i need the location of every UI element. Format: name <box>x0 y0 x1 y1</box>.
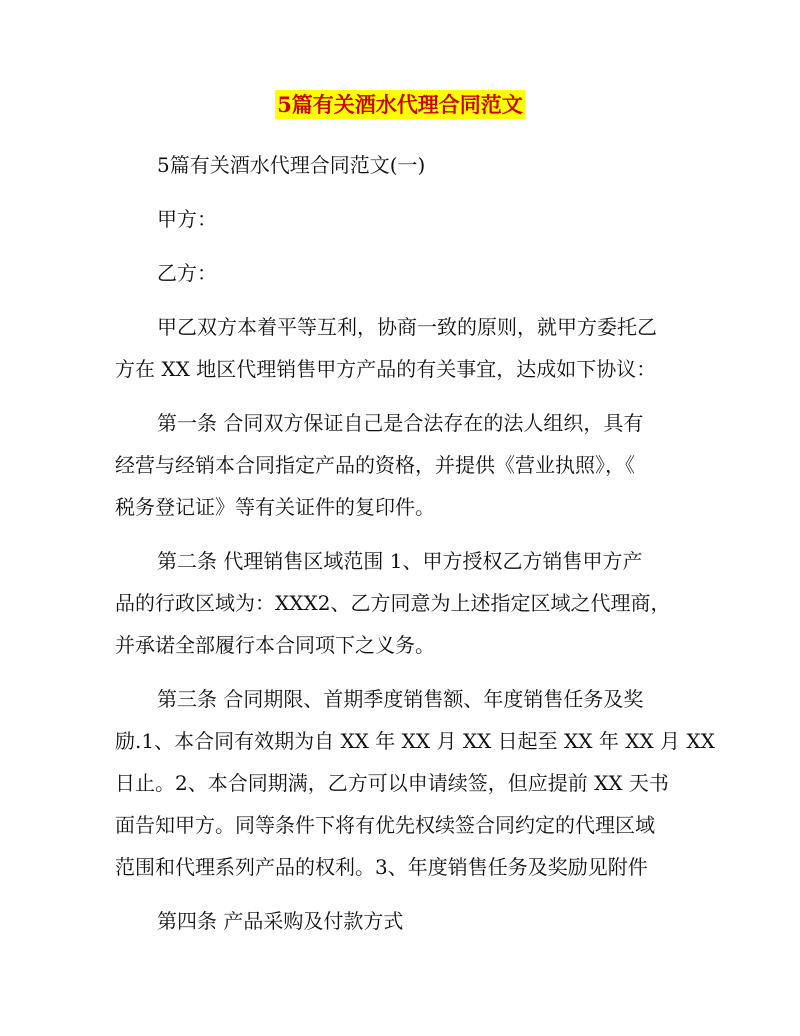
document-title-text: 5篇有关酒水代理合同范文 <box>277 92 523 117</box>
document-subtitle: 5篇有关酒水代理合同范文(一) <box>157 153 426 177</box>
article1-line-3: 税务登记证》等有关证件的复印件。 <box>115 495 435 519</box>
article1-line-1: 第一条 合同双方保证自己是合法存在的法人组织，具有 <box>157 411 644 435</box>
article2-line-2: 品的行政区域为：XXX2、乙方同意为上述指定区域之代理商， <box>115 591 671 615</box>
document-title <box>0 90 800 120</box>
article3-line-3: 日止。2、本合同期满，乙方可以申请续签，但应提前 XX 天书 <box>115 771 669 795</box>
intro-line-1: 甲乙双方本着平等互利，协商一致的原则，就甲方委托乙 <box>157 315 657 339</box>
article3-line-1: 第三条 合同期限、首期季度销售额、年度销售任务及奖 <box>157 687 644 711</box>
article3-line-2: 励.1、本合同有效期为自 XX 年 XX 月 XX 日起至 XX 年 XX 月 XX <box>115 729 715 753</box>
article3-line-4: 面告知甲方。同等条件下将有优先权续签合同约定的代理区域 <box>115 813 655 837</box>
article2-line-1: 第二条 代理销售区域范围 1、甲方授权乙方销售甲方产 <box>157 549 643 573</box>
party-a-label: 甲方： <box>157 207 217 231</box>
party-b-label: 乙方： <box>157 261 217 285</box>
intro-line-2: 方在 XX 地区代理销售甲方产品的有关事宜，达成如下协议： <box>115 357 657 381</box>
article1-line-2: 经营与经销本合同指定产品的资格，并提供《营业执照》，《 <box>115 453 635 477</box>
article4-heading: 第四条 产品采购及付款方式 <box>157 909 404 933</box>
article3-line-5: 范围和代理系列产品的权利。3、年度销售任务及奖励见附件 <box>115 855 648 879</box>
article2-line-3: 并承诺全部履行本合同项下之义务。 <box>115 633 435 657</box>
